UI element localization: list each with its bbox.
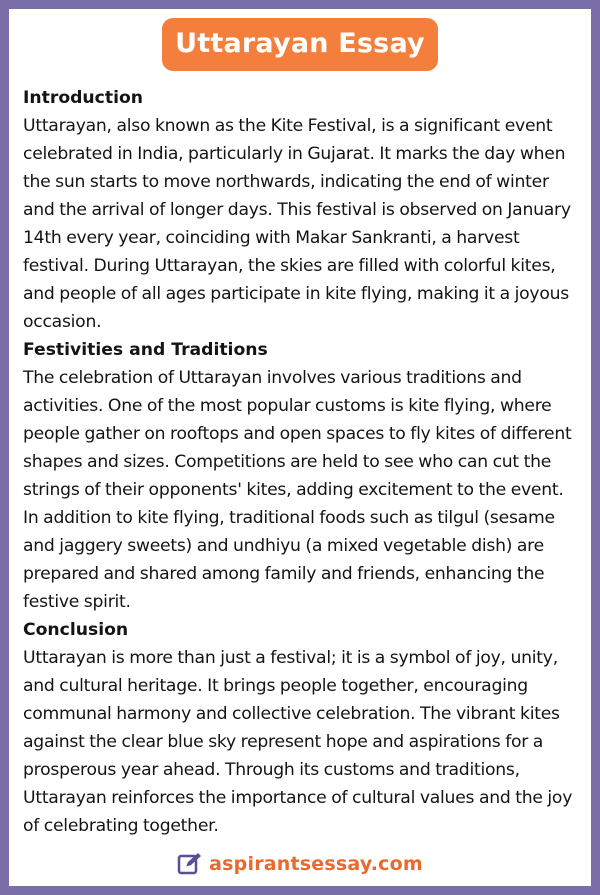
site-name[interactable]: aspirantsessay.com: [209, 853, 423, 875]
essay-card: [9, 9, 591, 886]
essay-content: [23, 84, 581, 840]
section-heading-introduction: Introduction: [23, 88, 144, 108]
page-title: Uttarayan Essay: [162, 18, 438, 71]
section-text-introduction: Uttarayan, also known as the Kite Festival, is a significant event celebrated in India, particularly in Gujarat. It marks the day when the sun starts to move northwards, indicating the end of winter and the arrival of longer days. This festival is observed on January 14th every year, coinciding with Makar Sankranti, a harvest festival. During Uttarayan, the skies are filled with colorful kites, and people of all ages participate in kite flying, making it a joyous occasion.: [23, 116, 571, 332]
section-heading-conclusion: Conclusion: [23, 620, 129, 640]
title-container: [9, 18, 591, 71]
footer: [9, 852, 591, 876]
edit-icon: [177, 852, 203, 876]
section-text-conclusion: Uttarayan is more than just a festival; it is a symbol of joy, unity, and cultural heritage. It brings people together, encouraging communal harmony and collective celebration. The vibrant kites against the clear blue sky represent hope and aspirations for a prosperous year ahead. Through its customs and traditions, Uttarayan reinforces the importance of cultural values and the joy of celebrating together.: [23, 648, 573, 836]
section-heading-festivities: Festivities and Traditions: [23, 340, 268, 360]
section-text-festivities: The celebration of Uttarayan involves various traditions and activities. One of the most popular customs is kite flying, where people gather on rooftops and open spaces to fly kites of different shapes and sizes. Competitions are held to see who can cut the strings of their opponents' kites, adding excitement to the event. In addition to kite flying, traditional foods such as tilgul (sesame and jaggery sweets) and undhiyu (a mixed vegetable dish) are prepared and shared among family and friends, enhancing the festive spirit.: [23, 368, 572, 612]
